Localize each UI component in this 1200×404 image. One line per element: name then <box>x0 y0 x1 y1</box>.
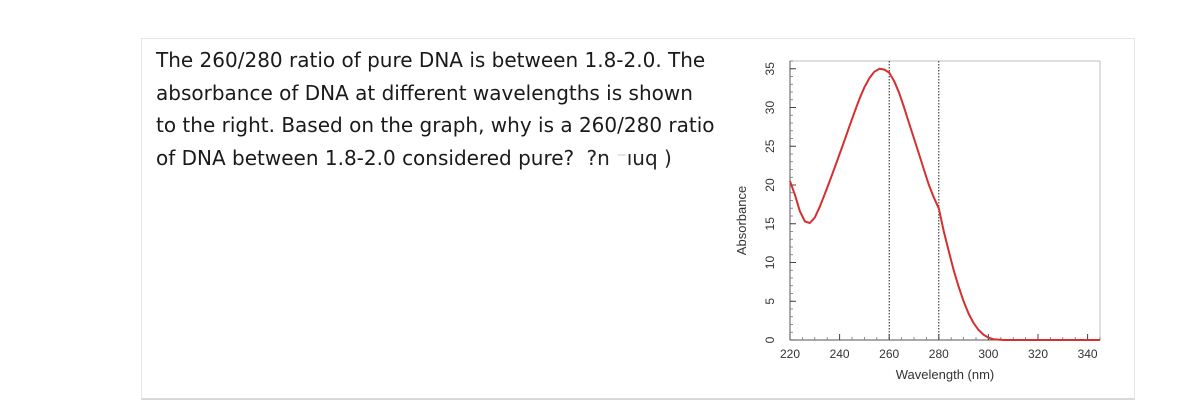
scan-artifact <box>587 142 672 175</box>
x-tick-label: 240 <box>829 347 850 361</box>
y-tick-label: 25 <box>763 139 777 153</box>
y-tick-label: 20 <box>763 178 777 192</box>
y-tick-label: 5 <box>763 297 777 305</box>
absorbance-chart <box>726 44 1126 396</box>
x-tick-label: 280 <box>928 347 949 361</box>
x-tick-label: 340 <box>1077 347 1098 361</box>
absorbance-curve <box>790 69 1100 340</box>
scan-artifact-tail: ıuq ) <box>626 145 672 170</box>
y-tick-label: 35 <box>763 62 777 76</box>
y-tick-label: 30 <box>763 100 777 115</box>
scan-artifact-text: ?n <box>586 145 610 170</box>
y-tick-label: 15 <box>763 217 777 231</box>
x-tick-label: 260 <box>879 347 900 361</box>
x-tick-label: 320 <box>1027 347 1049 361</box>
x-axis-label: Wavelength (nm) <box>895 367 995 382</box>
y-tick-label: 10 <box>763 255 777 270</box>
y-axis-label: Absorbance <box>734 185 749 256</box>
scan-artifact-faint: ⁻ <box>616 145 627 170</box>
x-tick-label: 220 <box>779 347 801 361</box>
plot-area <box>790 61 1100 340</box>
x-tick-label: 300 <box>978 347 999 361</box>
y-tick-label: 0 <box>763 336 777 344</box>
question-text: The 260/280 ratio of pure DNA is between 1.8-2.0. The absorbance of DNA at different wavelengths is shown to the right. Based on the graph, why is a 260/280 ratio of DNA between 1.8-2.0 considered pure? <box>156 48 715 170</box>
question-text-block <box>156 44 716 174</box>
